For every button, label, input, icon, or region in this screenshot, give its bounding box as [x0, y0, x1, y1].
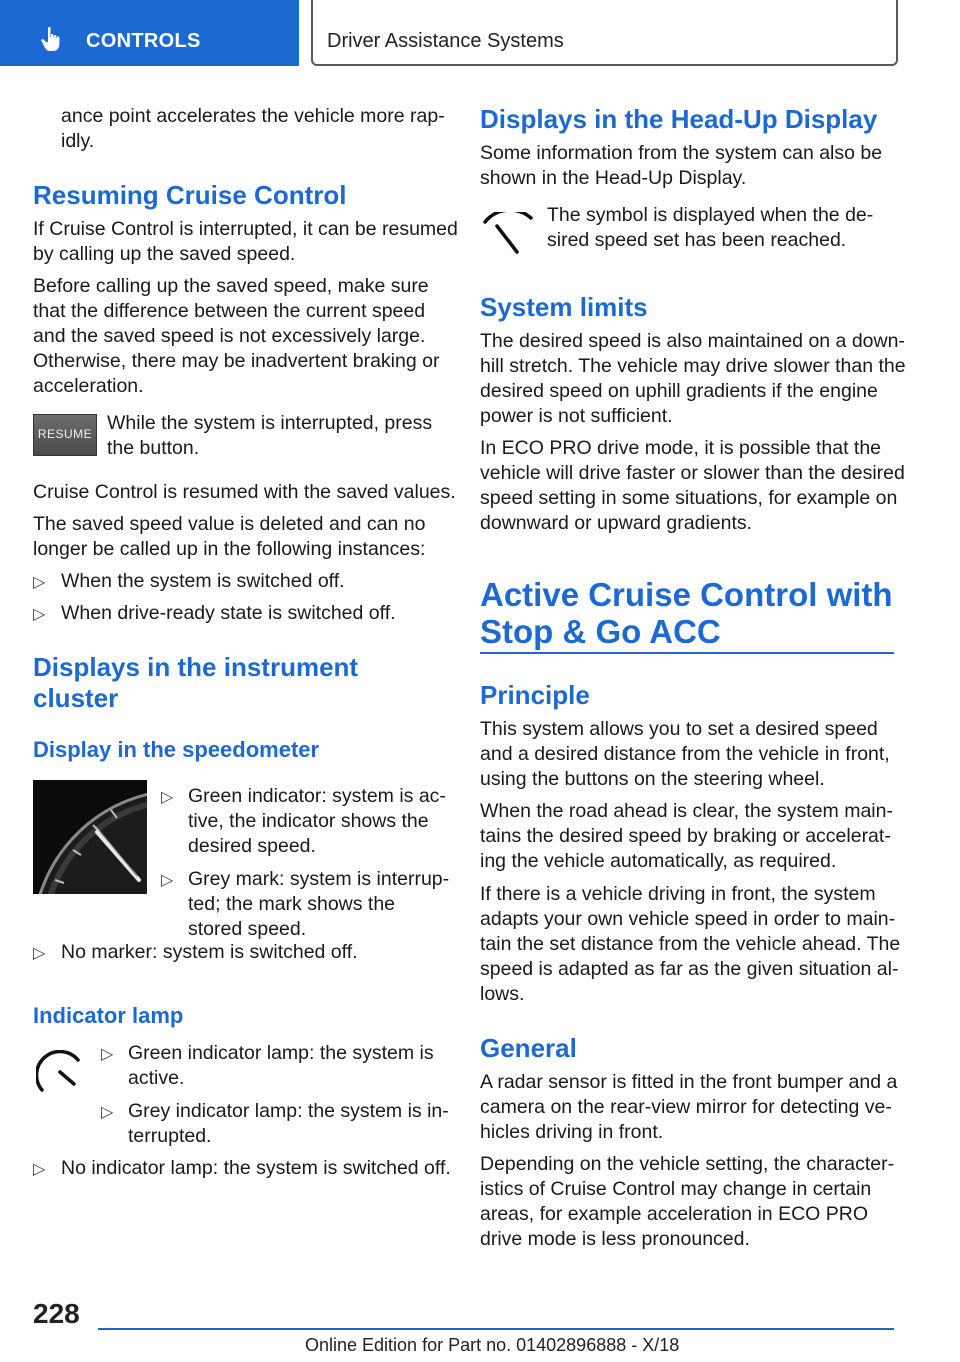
page-number: 228 — [33, 1298, 80, 1329]
list-item: No indicator lamp: the system is switched off. — [61, 1157, 451, 1179]
limits-paragraph-2: In ECO PRO drive mode, it is possible that the vehicle will drive faster or slower than the desired speed setting in some situations, for example on downward or upward gradients. — [480, 437, 905, 534]
hud-heading: Displays in the Head-Up Display — [480, 104, 878, 134]
bullet-marker: ▷ — [101, 1104, 114, 1121]
bullet-marker: ▷ — [33, 945, 46, 962]
bullet-marker: ▷ — [33, 606, 46, 623]
lamp-heading: Indicator lamp — [33, 1003, 184, 1028]
list-item: When the system is switched off. — [61, 570, 345, 592]
resume-heading: Resuming Cruise Control — [33, 180, 347, 210]
limits-heading: System limits — [480, 292, 648, 322]
principle-paragraph-1: This system allows you to set a desired speed and a desired distance from the vehicle in front, using the buttons on the steering wheel. — [480, 718, 890, 790]
hud-icon-text: The symbol is displayed when the de‐ sired speed set has been reached. — [547, 204, 874, 251]
resume-paragraph-1: If Cruise Control is interrupted, it can be resumed by calling up the saved speed. — [33, 218, 458, 265]
chapter-header — [311, 0, 898, 66]
instrument-heading: Displays in the instrument cluster — [33, 652, 359, 713]
resume-paragraph-2: Before calling up the saved speed, make sure that the difference between the current speed and the saved speed is not excessively large. Otherwise, there may be inadvertent braking or acceleration. — [33, 275, 440, 397]
bullet-marker: ▷ — [161, 872, 174, 889]
acc-heading: Active Cruise Control with Stop & Go ACC — [480, 576, 893, 650]
list-item: Green indicator lamp: the system is active. — [128, 1042, 434, 1089]
section-tab[interactable] — [0, 0, 299, 66]
section-divider — [480, 652, 894, 654]
resume-button-image: RESUME — [33, 414, 97, 456]
principle-heading: Principle — [480, 680, 590, 710]
general-paragraph-2: Depending on the vehicle setting, the character‐ istics of Cruise Control may change in certain areas, for example acceleration in ECO PRO drive mode is less pronounced. — [480, 1153, 895, 1250]
general-heading: General — [480, 1033, 577, 1063]
speedo-heading: Display in the speedometer — [33, 737, 320, 762]
hand-pointer-icon — [40, 26, 64, 52]
bullet-marker: ▷ — [161, 789, 174, 806]
footer-divider — [98, 1328, 894, 1330]
hud-speed-reached-icon — [481, 212, 537, 258]
resume-icon-text: While the system is interrupted, press the button. — [107, 412, 433, 459]
bullet-marker: ▷ — [101, 1046, 114, 1063]
deleted-text: The saved speed value is deleted and can no longer be called up in the following instances: — [33, 513, 426, 560]
chapter-title: Driver Assistance Systems — [327, 30, 564, 52]
list-item: Grey mark: system is interrup‐ ted; the mark shows the stored speed. — [188, 868, 450, 940]
list-item: Green indicator: system is ac‐ tive, the indicator shows the desired speed. — [188, 785, 446, 857]
principle-paragraph-2: When the road ahead is clear, the system main‐ tains the desired speed by braking or accelerat‐ ing the vehicle automatically, as required. — [480, 800, 893, 872]
principle-paragraph-3: If there is a vehicle driving in front, the system adapts your own vehicle speed in order to main‐ tain the set distance from the vehicle ahead. The speed is adapted as far as the given situation al‐ lows. — [480, 883, 901, 1005]
limits-paragraph-1: The desired speed is also maintained on a down‐ hill stretch. The vehicle may drive slower than the desired speed on uphill gradients if the engine power is not sufficient. — [480, 330, 906, 427]
list-item: Grey indicator lamp: the system is in‐ terrupted. — [128, 1100, 449, 1147]
intro-text: ance point accelerates the vehicle more rap‐ idly. — [61, 105, 445, 152]
section-title: CONTROLS — [86, 30, 201, 52]
edition-text: Online Edition for Part no. 01402896888 - X/18 — [305, 1335, 680, 1355]
speedometer-image — [33, 780, 147, 894]
general-paragraph-1: A radar sensor is fitted in the front bumper and a camera on the rear-view mirror for detecting ve‐ hicles driving in front. — [480, 1071, 898, 1143]
resumed-text: Cruise Control is resumed with the saved values. — [33, 481, 456, 503]
hud-paragraph: Some information from the system can also be shown in the Head-Up Display. — [480, 142, 883, 189]
bullet-marker: ▷ — [33, 1161, 46, 1178]
list-item: No marker: system is switched off. — [61, 941, 358, 963]
list-item: When drive-ready state is switched off. — [61, 602, 396, 624]
bullet-marker: ▷ — [33, 574, 46, 591]
cruise-indicator-icon — [36, 1050, 84, 1096]
